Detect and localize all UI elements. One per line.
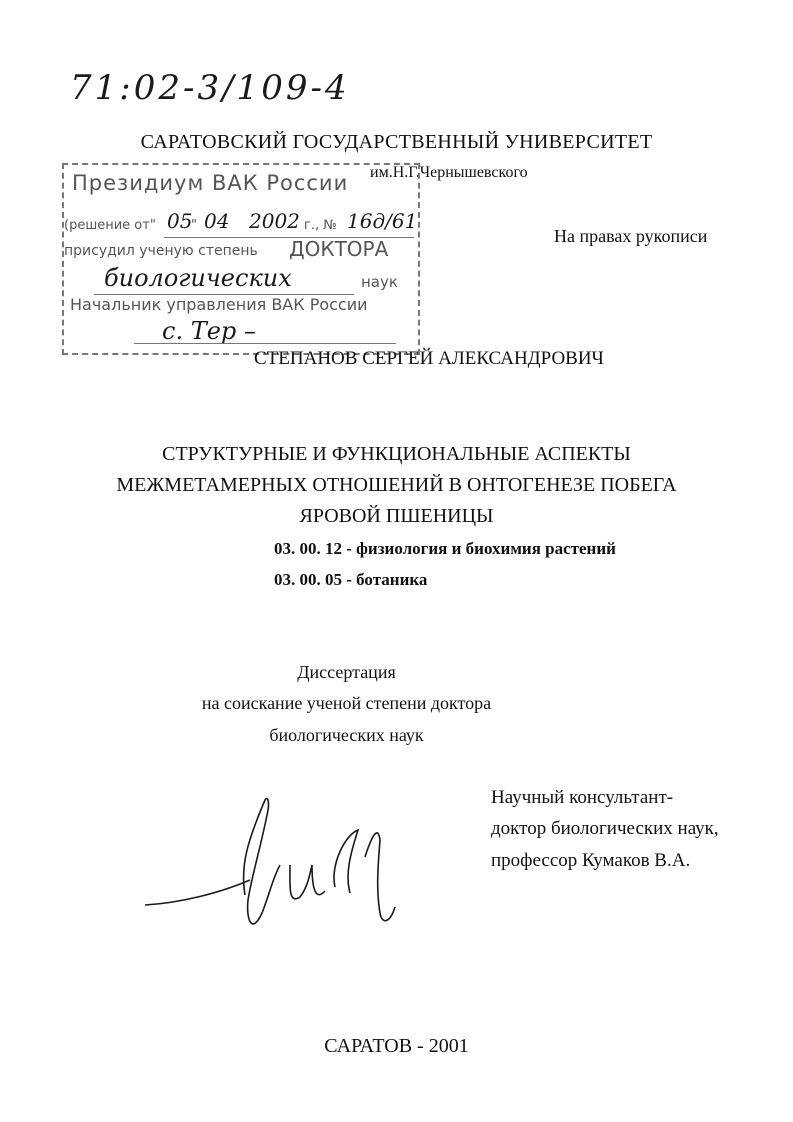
footer-city-year: САРАТОВ - 2001 — [324, 1035, 469, 1057]
title-line-1: СТРУКТУРНЫЕ И ФУНКЦИОНАЛЬНЫЕ АСПЕКТЫ — [162, 443, 631, 465]
stamp-head-label: Начальник управления ВАК России — [70, 295, 368, 314]
consultant-line-2: доктор биологических наук, — [491, 818, 719, 839]
stamp-decision-mid: " — [191, 218, 197, 233]
vak-stamp — [62, 163, 420, 355]
title-line-3: ЯРОВОЙ ПШЕНИЦЫ — [299, 505, 494, 527]
stamp-title: Президиум ВАК России — [72, 171, 349, 195]
stamp-field-suffix: наук — [361, 273, 398, 291]
dissertation-line-3: биологических наук — [269, 725, 424, 745]
specialty-1: 03. 00. 12 - физиология и биохимия растений — [274, 539, 616, 558]
title-line-2: МЕЖМЕТАМЕРНЫХ ОТНОШЕНИЙ В ОНТОГЕНЕЗЕ ПОБЕГА — [116, 474, 677, 496]
stamp-decision-month: 04 — [204, 209, 230, 233]
stamp-decision-day: 05 — [167, 209, 193, 233]
stamp-decision-prefix: (решение от" — [64, 218, 156, 233]
stamp-decision-year-suffix: г., № — [304, 218, 337, 233]
stamp-awarded-prefix: присудил ученую степень — [64, 243, 258, 259]
stamp-degree: ДОКТОРА — [289, 237, 389, 261]
rights-note: На правах рукописи — [554, 226, 708, 246]
stamp-field-handwritten: биологических — [104, 264, 292, 292]
stamp-signature: с. Тер – — [162, 317, 256, 345]
consultant-line-1: Научный консультант- — [491, 787, 674, 808]
stamp-decision-number: 16д/61 — [347, 209, 418, 233]
dissertation-line-1: Диссертация — [297, 662, 396, 682]
consultant-line-3: профессор Кумаков В.А. — [491, 850, 691, 871]
archive-code: 71:02-3/109-4 — [70, 68, 350, 108]
university-name: САРАТОВСКИЙ ГОСУДАРСТВЕННЫЙ УНИВЕРСИТЕТ — [140, 131, 653, 153]
dissertation-line-2: на соискание ученой степени доктора — [201, 693, 492, 713]
specialty-2: 03. 00. 05 - ботаника — [274, 570, 428, 589]
stamp-decision-year: 2002 — [249, 209, 300, 233]
university-subtitle: им.Н.Г.Чернышевского — [370, 164, 528, 181]
author-name: СТЕПАНОВ СЕРГЕЙ АЛЕКСАНДРОВИЧ — [254, 348, 604, 369]
author-signature — [140, 795, 410, 940]
